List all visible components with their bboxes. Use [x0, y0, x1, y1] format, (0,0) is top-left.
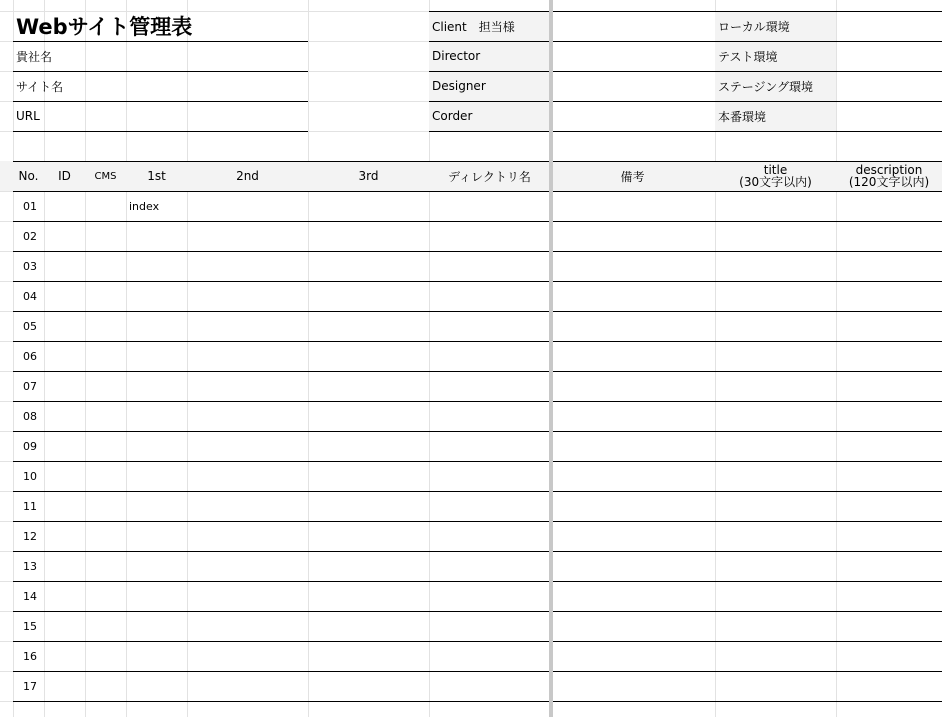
cell-directory[interactable]	[429, 581, 550, 611]
cell-cms[interactable]	[85, 671, 126, 701]
cell-no[interactable]: 12	[23, 529, 37, 543]
header-no[interactable]: No.	[18, 169, 39, 183]
cell-notes[interactable]	[550, 191, 715, 221]
cell-description[interactable]	[836, 431, 942, 461]
cell-directory[interactable]	[429, 551, 550, 581]
cell-cms[interactable]	[85, 551, 126, 581]
cell-directory[interactable]	[429, 371, 550, 401]
environment-value[interactable]	[836, 101, 942, 131]
cell-third[interactable]	[308, 341, 429, 371]
cell-title[interactable]	[715, 611, 836, 641]
cell-directory[interactable]	[429, 191, 550, 221]
cell-first[interactable]	[126, 461, 187, 491]
cell-notes[interactable]	[550, 491, 715, 521]
cell-first[interactable]	[126, 551, 187, 581]
cell-no[interactable]: 14	[23, 589, 37, 603]
freeze-divider[interactable]	[549, 0, 553, 717]
cell-cms[interactable]	[85, 491, 126, 521]
cell-second[interactable]	[187, 341, 308, 371]
cell-no[interactable]: 01	[23, 199, 37, 213]
cell-id[interactable]	[44, 341, 85, 371]
info-value[interactable]	[85, 41, 308, 71]
staff-value[interactable]	[550, 101, 715, 131]
cell-id[interactable]	[44, 191, 85, 221]
cell-second[interactable]	[187, 671, 308, 701]
cell-title[interactable]	[715, 311, 836, 341]
cell-directory[interactable]	[429, 401, 550, 431]
cell-cms[interactable]	[85, 401, 126, 431]
cell-cms[interactable]	[85, 521, 126, 551]
cell-id[interactable]	[44, 311, 85, 341]
cell-third[interactable]	[308, 491, 429, 521]
grid-line	[429, 71, 942, 72]
cell-no[interactable]: 17	[23, 679, 37, 693]
cell-second[interactable]	[187, 491, 308, 521]
cell-no[interactable]: 08	[23, 409, 37, 423]
grid-line	[13, 131, 308, 132]
header-description-line2: (120文字以内)	[848, 175, 930, 189]
environment-label[interactable]: ステージング環境	[718, 79, 813, 94]
cell-description[interactable]	[836, 611, 942, 641]
cell-notes[interactable]	[550, 431, 715, 461]
cell-id[interactable]	[44, 521, 85, 551]
header-id[interactable]: ID	[58, 169, 71, 183]
cell-cms[interactable]	[85, 461, 126, 491]
grid-line	[13, 161, 942, 162]
cell-third[interactable]	[308, 191, 429, 221]
cell-notes[interactable]	[550, 311, 715, 341]
grid-line	[13, 71, 308, 72]
cell-notes[interactable]	[550, 461, 715, 491]
cell-third[interactable]	[308, 551, 429, 581]
header-title[interactable]	[715, 161, 836, 191]
cell-third[interactable]	[308, 611, 429, 641]
cell-second[interactable]	[187, 461, 308, 491]
cell-title[interactable]	[715, 431, 836, 461]
cell-cms[interactable]	[85, 341, 126, 371]
cell-directory[interactable]	[429, 461, 550, 491]
cell-third[interactable]	[308, 581, 429, 611]
cell-notes[interactable]	[550, 251, 715, 281]
grid-line	[429, 131, 942, 132]
cell-no[interactable]: 09	[23, 439, 37, 453]
cell-title[interactable]	[715, 251, 836, 281]
cell-notes[interactable]	[550, 221, 715, 251]
cell-directory[interactable]	[429, 251, 550, 281]
cell-no[interactable]: 16	[23, 649, 37, 663]
staff-value[interactable]	[550, 41, 715, 71]
cell-notes[interactable]	[550, 401, 715, 431]
cell-third[interactable]	[308, 671, 429, 701]
cell-id[interactable]	[44, 281, 85, 311]
cell-third[interactable]	[308, 281, 429, 311]
cell-second[interactable]	[187, 191, 308, 221]
cell-no[interactable]: 05	[23, 319, 37, 333]
cell-third[interactable]	[308, 521, 429, 551]
staff-value[interactable]	[550, 71, 715, 101]
cell-notes[interactable]	[550, 371, 715, 401]
cell-first[interactable]	[126, 611, 187, 641]
cell-directory[interactable]	[429, 281, 550, 311]
cell-second[interactable]	[187, 281, 308, 311]
cell-first[interactable]	[126, 281, 187, 311]
cell-description[interactable]	[836, 371, 942, 401]
cell-cms[interactable]	[85, 611, 126, 641]
cell-cms[interactable]	[85, 371, 126, 401]
info-label[interactable]: URL	[16, 109, 40, 123]
sheet-title[interactable]: Webサイト管理表	[16, 15, 193, 39]
cell-directory[interactable]	[429, 221, 550, 251]
cell-cms[interactable]	[85, 431, 126, 461]
environment-label[interactable]: ローカル環境	[718, 19, 790, 34]
cell-title[interactable]	[715, 551, 836, 581]
header-1st[interactable]: 1st	[147, 169, 166, 183]
cell-no[interactable]: 06	[23, 349, 37, 363]
cell-no[interactable]: 03	[23, 259, 37, 273]
cell-title[interactable]	[715, 461, 836, 491]
cell-no[interactable]: 04	[23, 289, 37, 303]
header-cms[interactable]: CMS	[94, 170, 117, 182]
cell-notes[interactable]	[550, 611, 715, 641]
cell-third[interactable]	[308, 251, 429, 281]
cell-second[interactable]	[187, 251, 308, 281]
cell-title[interactable]	[715, 341, 836, 371]
info-label[interactable]: サイト名	[16, 79, 64, 94]
cell-third[interactable]	[308, 311, 429, 341]
cell-no[interactable]: 11	[23, 499, 37, 513]
header-description[interactable]	[836, 161, 942, 191]
cell-second[interactable]	[187, 641, 308, 671]
cell-description[interactable]	[836, 491, 942, 521]
header-directory[interactable]: ディレクトリ名	[448, 169, 531, 184]
cell-description[interactable]	[836, 341, 942, 371]
cell-cms[interactable]	[85, 641, 126, 671]
environment-value[interactable]	[836, 41, 942, 71]
staff-label[interactable]: Corder	[432, 109, 473, 123]
cell-id[interactable]	[44, 401, 85, 431]
cell-id[interactable]	[44, 641, 85, 671]
cell-no[interactable]: 13	[23, 559, 37, 573]
header-title-line1: title	[763, 163, 788, 177]
grid-line	[429, 11, 942, 12]
cell-description[interactable]	[836, 251, 942, 281]
cell-notes[interactable]	[550, 551, 715, 581]
cell-notes[interactable]	[550, 281, 715, 311]
cell-description[interactable]	[836, 281, 942, 311]
staff-label[interactable]: Designer	[432, 79, 486, 93]
cell-notes[interactable]	[550, 671, 715, 701]
grid-line	[429, 41, 942, 42]
cell-cms[interactable]	[85, 311, 126, 341]
cell-second[interactable]	[187, 521, 308, 551]
cell-directory[interactable]	[429, 641, 550, 671]
cell-id[interactable]	[44, 251, 85, 281]
cell-id[interactable]	[44, 611, 85, 641]
cell-directory[interactable]	[429, 431, 550, 461]
cell-directory[interactable]	[429, 491, 550, 521]
cell-cms[interactable]	[85, 251, 126, 281]
cell-description[interactable]	[836, 221, 942, 251]
cell-third[interactable]	[308, 401, 429, 431]
cell-description[interactable]	[836, 401, 942, 431]
cell-id[interactable]	[44, 221, 85, 251]
cell-cms[interactable]	[85, 191, 126, 221]
cell-third[interactable]	[308, 371, 429, 401]
cell-first[interactable]	[126, 521, 187, 551]
cell-second[interactable]	[187, 221, 308, 251]
cell-first[interactable]	[126, 221, 187, 251]
cell-notes[interactable]	[550, 341, 715, 371]
cell-title[interactable]	[715, 581, 836, 611]
cell-second[interactable]	[187, 311, 308, 341]
cell-id[interactable]	[44, 371, 85, 401]
grid-line	[429, 101, 942, 102]
cell-first[interactable]: index	[129, 199, 160, 213]
cell-first[interactable]	[126, 401, 187, 431]
cell-id[interactable]	[44, 491, 85, 521]
cell-directory[interactable]	[429, 521, 550, 551]
cell-second[interactable]	[187, 401, 308, 431]
header-notes[interactable]: 備考	[620, 169, 645, 184]
cell-description[interactable]	[836, 311, 942, 341]
cell-first[interactable]	[126, 671, 187, 701]
cell-title[interactable]	[715, 641, 836, 671]
cell-description[interactable]	[836, 461, 942, 491]
header-description-line1: description	[855, 163, 923, 177]
cell-second[interactable]	[187, 371, 308, 401]
cell-first[interactable]	[126, 341, 187, 371]
cell-directory[interactable]	[429, 311, 550, 341]
cell-first[interactable]	[126, 371, 187, 401]
cell-description[interactable]	[836, 521, 942, 551]
cell-description[interactable]	[836, 191, 942, 221]
cell-cms[interactable]	[85, 221, 126, 251]
cell-no[interactable]: 07	[23, 379, 37, 393]
grid-line	[13, 101, 308, 102]
cell-no[interactable]: 10	[23, 469, 37, 483]
cell-title[interactable]	[715, 281, 836, 311]
cell-title[interactable]	[715, 671, 836, 701]
cell-no[interactable]: 02	[23, 229, 37, 243]
cell-id[interactable]	[44, 431, 85, 461]
staff-label[interactable]: Director	[432, 49, 481, 63]
environment-label[interactable]: テスト環境	[718, 49, 778, 64]
cell-cms[interactable]	[85, 281, 126, 311]
cell-description[interactable]	[836, 581, 942, 611]
cell-third[interactable]	[308, 641, 429, 671]
cell-directory[interactable]	[429, 671, 550, 701]
cell-second[interactable]	[187, 431, 308, 461]
cell-title[interactable]	[715, 221, 836, 251]
cell-notes[interactable]	[550, 581, 715, 611]
info-value[interactable]	[85, 71, 308, 101]
cell-title[interactable]	[715, 371, 836, 401]
cell-second[interactable]	[187, 581, 308, 611]
cell-third[interactable]	[308, 461, 429, 491]
header-title-line2: (30文字以内)	[739, 175, 812, 189]
environment-value[interactable]	[836, 11, 942, 41]
environment-label[interactable]: 本番環境	[718, 109, 767, 124]
cell-title[interactable]	[715, 401, 836, 431]
staff-label[interactable]: Client 担当様	[432, 19, 515, 34]
cell-first[interactable]	[126, 491, 187, 521]
cell-first[interactable]	[126, 581, 187, 611]
cell-first[interactable]	[126, 641, 187, 671]
cell-notes[interactable]	[550, 521, 715, 551]
header-2nd[interactable]: 2nd	[236, 169, 259, 183]
cell-first[interactable]	[126, 251, 187, 281]
cell-cms[interactable]	[85, 581, 126, 611]
cell-description[interactable]	[836, 551, 942, 581]
cell-description[interactable]	[836, 641, 942, 671]
cell-description[interactable]	[836, 671, 942, 701]
cell-title[interactable]	[715, 191, 836, 221]
cell-id[interactable]	[44, 461, 85, 491]
cell-directory[interactable]	[429, 611, 550, 641]
cell-id[interactable]	[44, 551, 85, 581]
cell-title[interactable]	[715, 521, 836, 551]
cell-no[interactable]: 15	[23, 619, 37, 633]
staff-value[interactable]	[550, 11, 715, 41]
grid-line	[13, 41, 308, 42]
cell-title[interactable]	[715, 491, 836, 521]
cell-second[interactable]	[187, 611, 308, 641]
cell-second[interactable]	[187, 551, 308, 581]
info-value[interactable]	[85, 101, 308, 131]
header-3rd[interactable]: 3rd	[358, 169, 379, 183]
cell-third[interactable]	[308, 221, 429, 251]
cell-id[interactable]	[44, 581, 85, 611]
environment-value[interactable]	[836, 71, 942, 101]
cell-first[interactable]	[126, 431, 187, 461]
cell-id[interactable]	[44, 671, 85, 701]
cell-first[interactable]	[126, 311, 187, 341]
cell-directory[interactable]	[429, 341, 550, 371]
cell-third[interactable]	[308, 431, 429, 461]
info-label[interactable]: 貴社名	[16, 49, 53, 64]
cell-notes[interactable]	[550, 641, 715, 671]
grid-line	[13, 701, 942, 702]
